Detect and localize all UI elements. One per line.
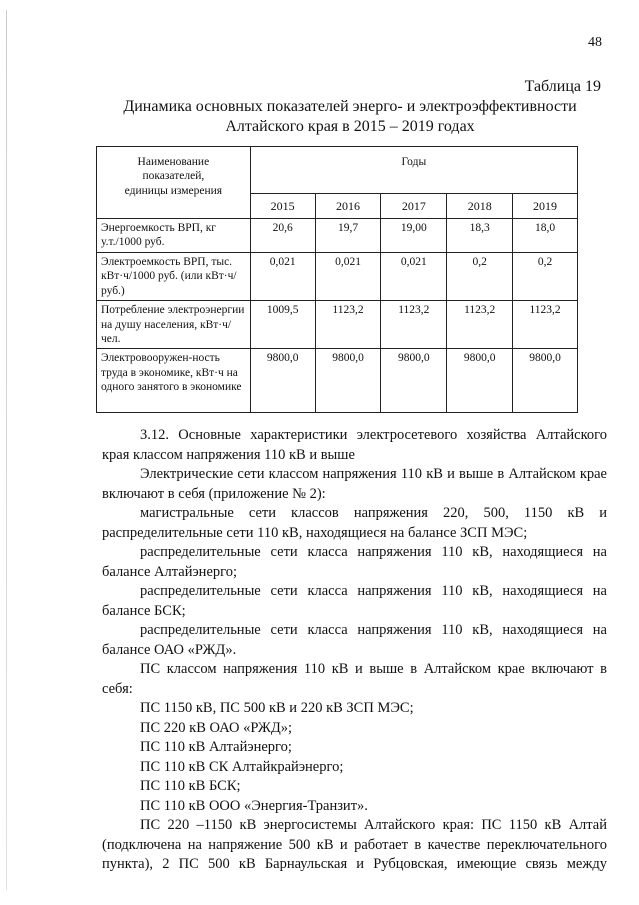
cell-value: 19,7 [315, 219, 381, 253]
cell-value: 9800,0 [381, 349, 447, 413]
cell-value: 20,6 [250, 219, 315, 253]
cell-value: 9800,0 [513, 349, 578, 413]
list-item-substation: ПС 110 кВ СК Алтайкрайэнерго; [140, 758, 344, 775]
paragraph-networks-intro: Электрические сети классом напряжения 110 кВ и выше в Алтайском крае включают в себя (приложение № 2): [102, 466, 607, 502]
table-row [97, 301, 578, 349]
cell-value: 9800,0 [447, 349, 513, 413]
indicators-table [96, 146, 578, 413]
row-label: Электровооружен-ность труда в экономике, кВт·ч на одного занятого в экономике [97, 349, 251, 413]
list-item-substation: ПС 1150 кВ, ПС 500 кВ и 220 кВ ЗСП МЭС; [140, 700, 414, 716]
list-item-substation: ПС 110 кВ БСК; [140, 778, 241, 794]
header-years: Годы [250, 147, 577, 194]
cell-value: 0,021 [250, 253, 315, 301]
table-row [97, 349, 578, 413]
table-row [97, 253, 578, 301]
cell-value: 18,3 [447, 219, 513, 253]
cell-value: 1123,2 [447, 301, 513, 349]
cell-value: 18,0 [513, 219, 578, 253]
cell-value: 19,00 [381, 219, 447, 253]
paragraph-substations-intro: ПС классом напряжения 110 кВ и выше в Алтайском крае включают в себя: [102, 661, 607, 697]
list-item-network: распределительные сети класса напряжения 110 кВ, находящиеся на балансе ОАО «РЖД». [102, 622, 607, 658]
list-item-substation: ПС 110 кВ Алтайэнерго; [140, 739, 292, 755]
cell-value: 9800,0 [250, 349, 315, 413]
cell-value: 0,2 [513, 253, 578, 301]
row-label: Электроемкость ВРП, тыс. кВт·ч/1000 руб. (или кВт·ч/руб.) [97, 253, 251, 301]
table-caption-line-2: Алтайского края в 2015 – 2019 годах [225, 118, 475, 135]
row-label: Энергоемкость ВРП, кг у.т./1000 руб. [97, 219, 251, 253]
cell-value: 1123,2 [513, 301, 578, 349]
header-year: 2018 [447, 194, 513, 219]
section-heading: 3.12. Основные характеристики электросетевого хозяйства Алтайского края классом напряжения 110 кВ и выше [102, 427, 607, 463]
header-year: 2017 [381, 194, 447, 219]
list-item-network: распределительные сети класса напряжения 110 кВ, находящиеся на балансе БСК; [102, 583, 607, 619]
paragraph-substations-detail: ПС 220 –1150 кВ энергосистемы Алтайского края: ПС 1150 кВ Алтай (подключена на напряжение 500 кВ и работает в качестве переключательного пункта), 2 ПС 500 кВ Барнаульская и Рубцовская, имеющие связь между [102, 817, 607, 872]
list-item-substation: ПС 220 кВ ОАО «РЖД»; [140, 719, 293, 736]
list-item-network: распределительные сети класса напряжения 110 кВ, находящиеся на балансе Алтайэнерго; [102, 544, 607, 580]
page-number: 48 [588, 35, 602, 50]
list-item-network: магистральные сети классов напряжения 220, 500, 1150 кВ и распределительные сети 110 кВ, находящиеся на балансе ЗСП МЭС; [102, 505, 607, 541]
header-year: 2019 [513, 194, 578, 219]
scan-edge-shadow [6, 10, 7, 890]
table-label: Таблица 19 [524, 78, 601, 95]
row-label: Потребление электроэнергии на душу населения, кВт·ч/чел. [97, 301, 251, 349]
cell-value: 0,2 [447, 253, 513, 301]
cell-value: 0,021 [315, 253, 381, 301]
header-year: 2015 [250, 194, 315, 219]
cell-value: 9800,0 [315, 349, 381, 413]
list-item-substation: ПС 110 кВ ООО «Энергия-Транзит». [140, 797, 368, 814]
body-text [102, 426, 607, 875]
cell-value: 0,021 [381, 253, 447, 301]
table-caption-line-1: Динамика основных показателей энерго- и электроэффективности [123, 98, 577, 115]
cell-value: 1123,2 [315, 301, 381, 349]
header-indicator-name: Наименование показателей, единицы измерения [97, 147, 251, 219]
header-year: 2016 [315, 194, 381, 219]
cell-value: 1009,5 [250, 301, 315, 349]
table-row [97, 219, 578, 253]
cell-value: 1123,2 [381, 301, 447, 349]
